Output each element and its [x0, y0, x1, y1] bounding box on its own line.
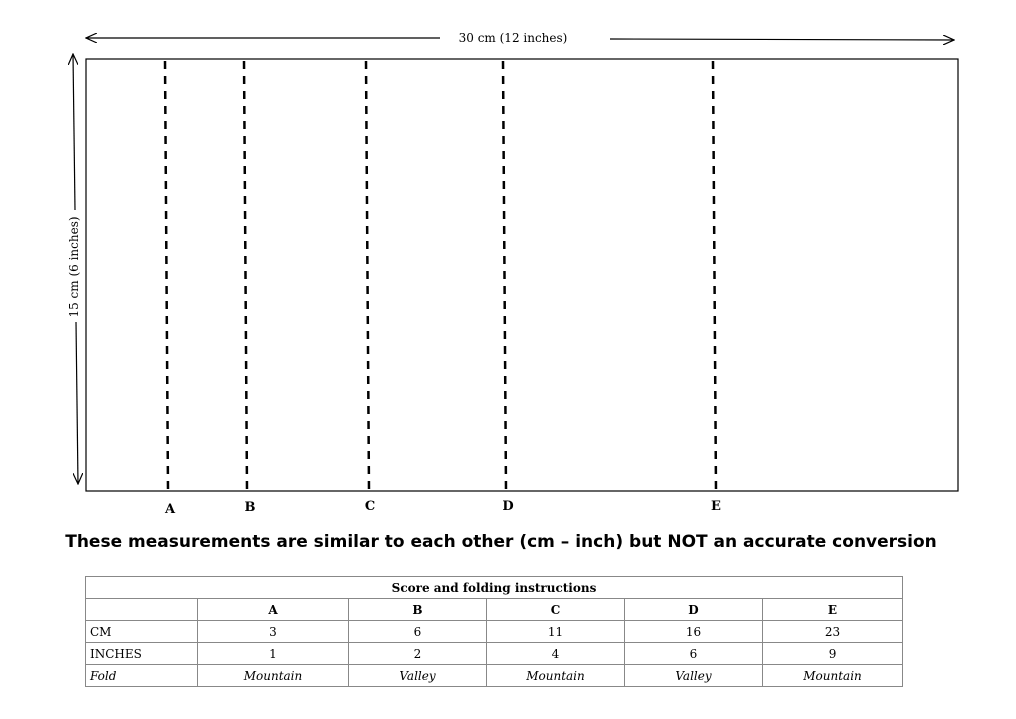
- table-header-c: C: [487, 599, 625, 621]
- row-label-inches: INCHES: [86, 643, 198, 665]
- paper-sheet: [86, 59, 958, 491]
- height-arrow-bottom: [76, 322, 78, 484]
- table-row-cm: [86, 621, 903, 643]
- table-header-e: E: [763, 599, 903, 621]
- cell-fold-e: Mountain: [763, 665, 903, 687]
- cell-inches-e: 9: [763, 643, 903, 665]
- table-header-d: D: [625, 599, 763, 621]
- cell-fold-c: Mountain: [487, 665, 625, 687]
- cell-fold-a: Mountain: [198, 665, 349, 687]
- table-title-row: [86, 577, 903, 599]
- table-title: Score and folding instructions: [86, 577, 903, 599]
- cell-cm-b: 6: [349, 621, 487, 643]
- cell-cm-e: 23: [763, 621, 903, 643]
- width-label: 30 cm (12 inches): [458, 31, 568, 45]
- fold-label-b: B: [244, 500, 256, 515]
- fold-label-e: E: [711, 499, 721, 514]
- table-header-b: B: [349, 599, 487, 621]
- cell-cm-a: 3: [198, 621, 349, 643]
- row-label-cm: CM: [86, 621, 198, 643]
- table-header-row: [86, 599, 903, 621]
- cell-fold-d: Valley: [625, 665, 763, 687]
- table-header-blank: [86, 599, 198, 621]
- conversion-note: These measurements are similar to each other (cm – inch) but NOT an accurate conversion: [65, 532, 937, 552]
- table-row-inches: [86, 643, 903, 665]
- cell-inches-d: 6: [625, 643, 763, 665]
- cell-inches-c: 4: [487, 643, 625, 665]
- fold-label-d: D: [502, 499, 514, 514]
- fold-label-a: A: [164, 502, 176, 517]
- height-arrow-top: [73, 54, 75, 210]
- table-header-a: A: [198, 599, 349, 621]
- cell-inches-a: 1: [198, 643, 349, 665]
- table-row-fold: [86, 665, 903, 687]
- height-label: 15 cm (6 inches): [67, 216, 81, 318]
- row-label-fold: Fold: [86, 665, 198, 687]
- cell-cm-d: 16: [625, 621, 763, 643]
- cell-fold-b: Valley: [349, 665, 487, 687]
- cell-inches-b: 2: [349, 643, 487, 665]
- width-arrow-right: [610, 39, 954, 40]
- cell-cm-c: 11: [487, 621, 625, 643]
- folding-instructions-table: [85, 576, 903, 687]
- fold-label-c: C: [364, 499, 376, 514]
